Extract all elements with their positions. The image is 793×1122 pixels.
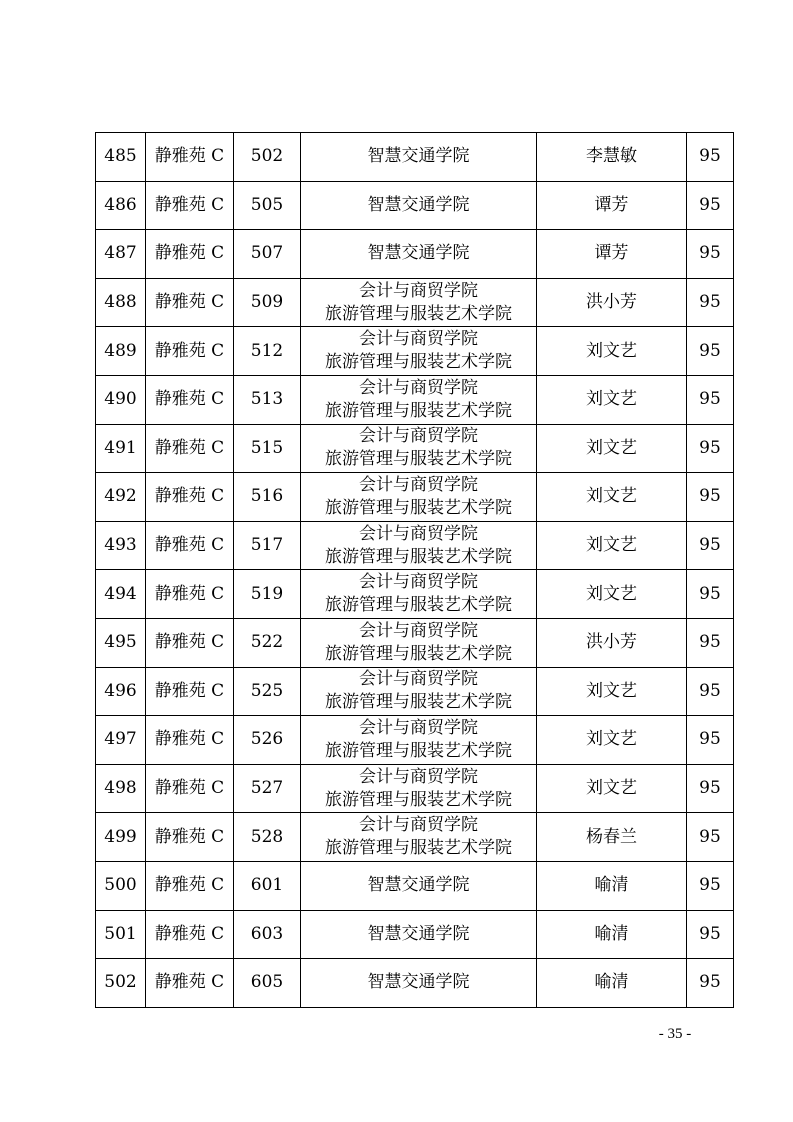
row-number-cell: 487 <box>96 230 146 279</box>
building-cell: 静雅苑 C <box>146 764 234 813</box>
building-cell: 静雅苑 C <box>146 424 234 473</box>
inspector-name-cell: 谭芳 <box>537 230 687 279</box>
score-cell: 95 <box>687 278 734 327</box>
college-cell <box>301 230 537 279</box>
college-name: 智慧交通学院 <box>367 146 470 167</box>
college-name: 会计与商贸学院 <box>359 766 478 787</box>
row-number-cell: 498 <box>96 764 146 813</box>
room-number-cell: 603 <box>234 910 301 959</box>
inspector-name-cell: 刘文艺 <box>537 764 687 813</box>
inspector-name-cell: 刘文艺 <box>537 473 687 522</box>
table-row <box>96 910 734 959</box>
room-number-cell: 516 <box>234 473 301 522</box>
room-number-cell: 522 <box>234 618 301 667</box>
college-name: 会计与商贸学院 <box>359 474 478 495</box>
building-cell: 静雅苑 C <box>146 327 234 376</box>
building-cell: 静雅苑 C <box>146 230 234 279</box>
college-cell <box>301 375 537 424</box>
inspector-name-cell: 刘文艺 <box>537 521 687 570</box>
table-row <box>96 764 734 813</box>
inspector-name-cell: 喻清 <box>537 910 687 959</box>
college-name: 旅游管理与服装艺术学院 <box>325 449 512 470</box>
inspector-name-cell: 刘文艺 <box>537 570 687 619</box>
row-number-cell: 490 <box>96 375 146 424</box>
building-cell: 静雅苑 C <box>146 473 234 522</box>
table-row <box>96 133 734 182</box>
score-cell: 95 <box>687 861 734 910</box>
score-cell: 95 <box>687 716 734 765</box>
college-name: 旅游管理与服装艺术学院 <box>325 497 512 518</box>
college-name: 会计与商贸学院 <box>359 377 478 398</box>
table-row <box>96 424 734 473</box>
college-cell <box>301 327 537 376</box>
dormitory-inspection-table <box>95 132 734 1008</box>
college-name: 旅游管理与服装艺术学院 <box>325 692 512 713</box>
college-cell <box>301 959 537 1008</box>
college-name: 会计与商贸学院 <box>359 280 478 301</box>
score-cell: 95 <box>687 230 734 279</box>
score-cell: 95 <box>687 764 734 813</box>
score-cell: 95 <box>687 424 734 473</box>
row-number-cell: 501 <box>96 910 146 959</box>
college-name: 会计与商贸学院 <box>359 815 478 836</box>
room-number-cell: 519 <box>234 570 301 619</box>
inspector-name-cell: 杨春兰 <box>537 813 687 862</box>
room-number-cell: 512 <box>234 327 301 376</box>
college-name: 旅游管理与服装艺术学院 <box>325 740 512 761</box>
building-cell: 静雅苑 C <box>146 959 234 1008</box>
college-name: 会计与商贸学院 <box>359 426 478 447</box>
table-row <box>96 473 734 522</box>
row-number-cell: 492 <box>96 473 146 522</box>
college-cell <box>301 278 537 327</box>
building-cell: 静雅苑 C <box>146 910 234 959</box>
building-cell: 静雅苑 C <box>146 375 234 424</box>
building-cell: 静雅苑 C <box>146 570 234 619</box>
row-number-cell: 502 <box>96 959 146 1008</box>
row-number-cell: 491 <box>96 424 146 473</box>
inspector-name-cell: 刘文艺 <box>537 716 687 765</box>
row-number-cell: 499 <box>96 813 146 862</box>
college-name: 智慧交通学院 <box>367 972 470 993</box>
college-name: 旅游管理与服装艺术学院 <box>325 546 512 567</box>
college-cell <box>301 133 537 182</box>
row-number-cell: 488 <box>96 278 146 327</box>
college-name: 会计与商贸学院 <box>359 620 478 641</box>
inspector-name-cell: 李慧敏 <box>537 133 687 182</box>
table-row <box>96 181 734 230</box>
room-number-cell: 509 <box>234 278 301 327</box>
room-number-cell: 505 <box>234 181 301 230</box>
inspector-name-cell: 刘文艺 <box>537 327 687 376</box>
score-cell: 95 <box>687 181 734 230</box>
building-cell: 静雅苑 C <box>146 667 234 716</box>
building-cell: 静雅苑 C <box>146 278 234 327</box>
table-row <box>96 327 734 376</box>
building-cell: 静雅苑 C <box>146 181 234 230</box>
score-cell: 95 <box>687 813 734 862</box>
building-cell: 静雅苑 C <box>146 813 234 862</box>
table-row <box>96 375 734 424</box>
score-cell: 95 <box>687 521 734 570</box>
college-name: 会计与商贸学院 <box>359 523 478 544</box>
building-cell: 静雅苑 C <box>146 716 234 765</box>
table-row <box>96 667 734 716</box>
table-body <box>96 133 734 1008</box>
room-number-cell: 528 <box>234 813 301 862</box>
college-cell <box>301 181 537 230</box>
inspector-name-cell: 刘文艺 <box>537 375 687 424</box>
inspector-name-cell: 刘文艺 <box>537 424 687 473</box>
college-cell <box>301 570 537 619</box>
table-row <box>96 278 734 327</box>
college-name: 旅游管理与服装艺术学院 <box>325 400 512 421</box>
college-name: 旅游管理与服装艺术学院 <box>325 352 512 373</box>
row-number-cell: 497 <box>96 716 146 765</box>
room-number-cell: 605 <box>234 959 301 1008</box>
college-cell <box>301 764 537 813</box>
room-number-cell: 526 <box>234 716 301 765</box>
inspector-name-cell: 洪小芳 <box>537 278 687 327</box>
row-number-cell: 489 <box>96 327 146 376</box>
college-name: 旅游管理与服装艺术学院 <box>325 838 512 859</box>
college-cell <box>301 618 537 667</box>
college-cell <box>301 521 537 570</box>
table-row <box>96 861 734 910</box>
score-cell: 95 <box>687 327 734 376</box>
college-name: 旅游管理与服装艺术学院 <box>325 595 512 616</box>
score-cell: 95 <box>687 618 734 667</box>
score-cell: 95 <box>687 667 734 716</box>
room-number-cell: 525 <box>234 667 301 716</box>
room-number-cell: 601 <box>234 861 301 910</box>
table-row <box>96 959 734 1008</box>
table-row <box>96 570 734 619</box>
table-row <box>96 521 734 570</box>
table-row <box>96 230 734 279</box>
college-name: 会计与商贸学院 <box>359 329 478 350</box>
room-number-cell: 513 <box>234 375 301 424</box>
row-number-cell: 500 <box>96 861 146 910</box>
college-cell <box>301 716 537 765</box>
row-number-cell: 495 <box>96 618 146 667</box>
college-name: 旅游管理与服装艺术学院 <box>325 303 512 324</box>
inspector-name-cell: 喻清 <box>537 861 687 910</box>
college-cell <box>301 424 537 473</box>
score-cell: 95 <box>687 910 734 959</box>
college-name: 会计与商贸学院 <box>359 669 478 690</box>
inspector-name-cell: 喻清 <box>537 959 687 1008</box>
college-cell <box>301 813 537 862</box>
row-number-cell: 485 <box>96 133 146 182</box>
score-cell: 95 <box>687 375 734 424</box>
college-cell <box>301 667 537 716</box>
room-number-cell: 527 <box>234 764 301 813</box>
score-cell: 95 <box>687 570 734 619</box>
row-number-cell: 493 <box>96 521 146 570</box>
building-cell: 静雅苑 C <box>146 521 234 570</box>
room-number-cell: 517 <box>234 521 301 570</box>
score-cell: 95 <box>687 473 734 522</box>
college-name: 会计与商贸学院 <box>359 572 478 593</box>
room-number-cell: 515 <box>234 424 301 473</box>
room-number-cell: 507 <box>234 230 301 279</box>
row-number-cell: 494 <box>96 570 146 619</box>
table-row <box>96 716 734 765</box>
college-cell <box>301 861 537 910</box>
college-name: 会计与商贸学院 <box>359 717 478 738</box>
score-cell: 95 <box>687 959 734 1008</box>
inspector-name-cell: 洪小芳 <box>537 618 687 667</box>
college-name: 智慧交通学院 <box>367 243 470 264</box>
score-cell: 95 <box>687 133 734 182</box>
college-name: 智慧交通学院 <box>367 875 470 896</box>
college-name: 旅游管理与服装艺术学院 <box>325 643 512 664</box>
table-row <box>96 813 734 862</box>
table-row <box>96 618 734 667</box>
college-name: 智慧交通学院 <box>367 923 470 944</box>
college-name: 智慧交通学院 <box>367 194 470 215</box>
inspector-name-cell: 刘文艺 <box>537 667 687 716</box>
page-number: - 35 - <box>658 1026 692 1042</box>
college-cell <box>301 910 537 959</box>
row-number-cell: 486 <box>96 181 146 230</box>
college-name: 旅游管理与服装艺术学院 <box>325 789 512 810</box>
building-cell: 静雅苑 C <box>146 861 234 910</box>
college-cell <box>301 473 537 522</box>
room-number-cell: 502 <box>234 133 301 182</box>
building-cell: 静雅苑 C <box>146 133 234 182</box>
building-cell: 静雅苑 C <box>146 618 234 667</box>
inspector-name-cell: 谭芳 <box>537 181 687 230</box>
row-number-cell: 496 <box>96 667 146 716</box>
